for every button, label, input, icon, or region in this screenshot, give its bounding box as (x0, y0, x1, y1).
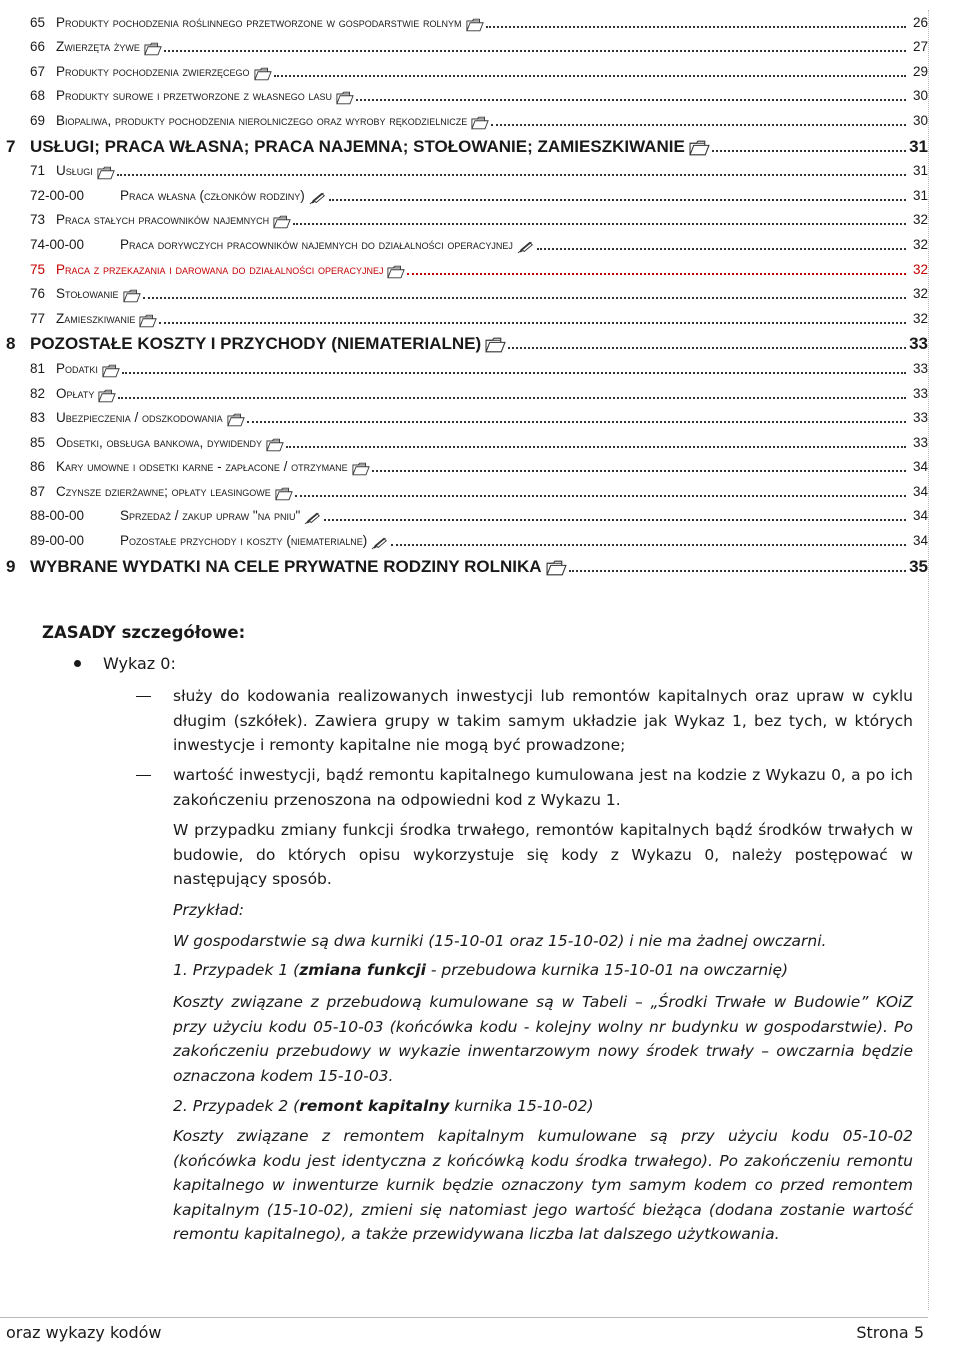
toc-number: 89-00-00 (30, 533, 85, 549)
toc-number: 87 (30, 483, 46, 499)
toc-page-number: 29 (912, 63, 928, 79)
example-label: Przykład: (173, 901, 245, 919)
toc-leader-dots (324, 518, 906, 521)
folder-icon (485, 337, 506, 353)
folder-icon (254, 67, 272, 81)
toc-row[interactable] (0, 403, 928, 428)
toc-number: 74-00-00 (30, 236, 85, 252)
folder-icon (227, 413, 245, 427)
toc-leader-dots (569, 569, 906, 572)
folder-icon (546, 560, 567, 576)
toc-number: 68 (30, 88, 46, 104)
toc-title: Biopaliwa, produkty pochodzenia nierolniczego oraz wyroby rękodzielnicze (56, 112, 468, 128)
toc-leader-dots (356, 98, 906, 101)
toc-row[interactable] (0, 7, 928, 32)
toc-page-number: 33 (912, 385, 928, 401)
toc-number: 7 (6, 136, 16, 156)
folder-icon (352, 462, 370, 476)
folder-icon (266, 438, 284, 452)
case-2-prefix: 2. Przypadek 2 ( (173, 1097, 300, 1115)
toc-row[interactable] (0, 303, 928, 328)
page-right-rule (928, 10, 929, 1310)
toc-title: Praca dorywczych pracowników najemnych do działalności operacyjnej (120, 236, 513, 252)
toc-leader-dots (491, 123, 906, 126)
toc-leader-dots (293, 222, 906, 225)
toc-title: Produkty pochodzenia zwierzęcego (56, 63, 250, 79)
case-2-suffix: kurnika 15-10-02) (449, 1097, 594, 1115)
toc-row[interactable] (0, 501, 928, 526)
toc-page-number: 31 (912, 163, 928, 179)
toc-number: 81 (30, 360, 46, 376)
pen-icon (517, 240, 535, 254)
toc-page-number: 35 (909, 556, 928, 576)
paragraph-item-1: służy do kodowania realizowanych inwestycji lub remontów kapitalnych oraz upraw w cyklu długim (szkółek). Zawiera grupy w takim samym układzie jak Wykaz 1, bez tych, w których inwestycje i remonty kapitalne nie mogą być prowadzone; (173, 687, 913, 755)
folder-icon (123, 289, 141, 303)
toc-number: 73 (30, 212, 46, 228)
toc-page-number: 32 (912, 286, 928, 302)
footer-rule (0, 1317, 928, 1318)
toc-page-number: 34 (912, 483, 928, 499)
toc-page-number: 30 (912, 112, 928, 128)
toc-number: 85 (30, 434, 46, 450)
toc-title: Produkty pochodzenia roślinnego przetworzone w gospodarstwie rolnym (56, 14, 462, 30)
toc-row[interactable] (0, 229, 928, 254)
toc-number: 66 (30, 39, 46, 55)
bullet-dot-icon (74, 660, 81, 667)
toc-leader-dots (274, 74, 906, 77)
toc-leader-dots (286, 445, 906, 448)
toc-row[interactable] (0, 130, 928, 156)
toc-title: USŁUGI; PRACA WŁASNA; PRACA NAJEMNA; STOŁOWANIE; ZAMIESZKIWANIE (30, 136, 685, 156)
toc-leader-dots (508, 346, 906, 349)
toc-title: Ubezpieczenia / odszkodowania (56, 410, 223, 426)
toc-number: 82 (30, 385, 46, 401)
toc-row[interactable] (0, 550, 928, 576)
footer-left: oraz wykazy kodów (6, 1323, 162, 1342)
toc-title: Stołowanie (56, 286, 119, 302)
toc-number: 72-00-00 (30, 187, 85, 203)
toc-number: 83 (30, 410, 46, 426)
toc-row[interactable] (0, 205, 928, 230)
case-1-heading (173, 958, 913, 983)
toc-title: Usługi (56, 163, 93, 179)
toc-number: 71 (30, 163, 46, 179)
toc-leader-dots (143, 296, 906, 299)
toc-title: Praca stałych pracowników najemnych (56, 212, 270, 228)
folder-icon (466, 18, 484, 32)
toc-page-number: 32 (912, 236, 928, 252)
folder-icon (98, 389, 116, 403)
toc-leader-dots (118, 396, 906, 399)
toc-leader-dots (122, 371, 906, 374)
toc-leader-dots (537, 247, 906, 250)
toc-title: Czynsze dzierżawne; opłaty leasingowe (56, 483, 271, 499)
toc-page-number: 32 (912, 310, 928, 326)
toc-number: 67 (30, 63, 46, 79)
toc-leader-dots (372, 469, 906, 472)
toc-leader-dots (159, 321, 906, 324)
toc-page-number: 32 (912, 212, 928, 228)
toc-page-number: 34 (912, 533, 928, 549)
bullet-label: Wykaz 0: (103, 654, 176, 673)
toc-number: 9 (6, 556, 16, 576)
toc-leader-dots (247, 420, 906, 423)
toc-page-number: 33 (912, 434, 928, 450)
table-of-contents (0, 7, 928, 576)
toc-page-number: 30 (912, 88, 928, 104)
section-heading: ZASADY szczegółowe: (42, 623, 246, 642)
pen-icon (309, 191, 327, 205)
case-1-bold: zmiana funkcji (299, 961, 426, 979)
toc-leader-dots (329, 198, 906, 201)
pen-icon (304, 511, 322, 525)
toc-page-number: 31 (909, 136, 928, 156)
folder-icon (102, 364, 120, 378)
bullet-item (74, 654, 176, 673)
folder-icon (275, 487, 293, 501)
toc-leader-dots (117, 173, 906, 176)
toc-number: 69 (30, 112, 46, 128)
case-2-bold: remont kapitalny (299, 1097, 450, 1115)
folder-icon (97, 166, 115, 180)
toc-title: Odsetki, obsługa bankowa, dywidendy (56, 434, 262, 450)
dash-marker-icon (136, 696, 151, 697)
toc-row[interactable] (0, 180, 928, 205)
folder-icon (144, 42, 162, 56)
toc-row[interactable] (0, 378, 928, 403)
toc-row[interactable] (0, 476, 928, 501)
toc-page-number: 34 (912, 459, 928, 475)
folder-icon (689, 140, 710, 156)
folder-icon (387, 265, 405, 279)
toc-row[interactable] (0, 328, 928, 354)
toc-page-number: 34 (912, 508, 928, 524)
toc-row[interactable] (0, 427, 928, 452)
paragraph-3: W przypadku zmiany funkcji środka trwałego, remontów kapitalnych bądź środków trwałych w budowie, do których opisu wykorzystuje się kody z Wykazu 0, należy postępować w następujący sposób. (173, 821, 913, 889)
toc-page-number: 33 (912, 410, 928, 426)
toc-leader-dots (295, 494, 906, 497)
folder-icon (273, 215, 291, 229)
toc-row[interactable] (0, 279, 928, 304)
toc-row[interactable] (0, 452, 928, 477)
case-1-text: Koszty związane z przebudową kumulowane są w Tabeli – „Środki Trwałe w Budowie” KOiZ przy użyciu kodu 05-10-03 (końcówka kodu - kolejny wolny nr budynku w gospodarstwie). Po zakończeniu przebudowy w wykazie inwentarzowym nowy środek trwały – owczarnia będzie oznaczona kodem 15-10-03. (173, 993, 913, 1085)
dash-marker-icon (136, 775, 151, 776)
toc-title: Opłaty (56, 385, 95, 401)
toc-leader-dots (164, 49, 906, 52)
toc-title: Kary umowne i odsetki karne - zapłacone / otrzymane (56, 459, 348, 475)
toc-number: 65 (30, 14, 46, 30)
toc-title: Praca z przekazania i darowana do działalności operacyjnej (56, 261, 384, 277)
toc-title: Praca własna (członków rodziny) (120, 187, 305, 203)
toc-leader-dots (486, 25, 906, 28)
toc-row[interactable] (0, 81, 928, 106)
folder-icon (139, 314, 157, 328)
toc-title: Produkty surowe i przetworzone z własnego lasu (56, 88, 333, 104)
toc-row[interactable] (0, 254, 928, 279)
toc-number: 88-00-00 (30, 508, 85, 524)
toc-title: WYBRANE WYDATKI NA CELE PRYWATNE RODZINY ROLNIKA (30, 556, 542, 576)
toc-leader-dots (391, 543, 906, 546)
toc-row[interactable] (0, 105, 928, 130)
toc-row[interactable] (0, 353, 928, 378)
toc-title: Zwierzęta żywe (56, 39, 140, 55)
pen-icon (371, 536, 389, 550)
folder-icon (471, 116, 489, 130)
toc-row[interactable] (0, 56, 928, 81)
toc-page-number: 26 (912, 14, 928, 30)
toc-leader-dots (407, 272, 906, 275)
toc-title: Podatki (56, 360, 98, 376)
toc-number: 8 (6, 334, 16, 354)
toc-row[interactable] (0, 156, 928, 181)
toc-number: 75 (30, 261, 46, 277)
toc-page-number: 33 (912, 360, 928, 376)
case-1-prefix: 1. Przypadek 1 ( (173, 961, 300, 979)
case-2-text: Koszty związane z remontem kapitalnym kumulowane są przy użyciu kodu 05-10-02 (końcówka kodu jest identyczna z końcówką kodu środka trwałego). Po zakończeniu remontu kapitalnego w inwenturze kurnik będzie oznaczony tym samym kodem co przed remontem kapitalnym (15-10-02), zmieni się natomiast jego wartość bieżąca (dodana zostanie wartość remontu kapitalnego), a także przewidywana liczba lat dalszego użytkowania. (173, 1127, 913, 1244)
toc-number: 86 (30, 459, 46, 475)
toc-leader-dots (712, 149, 906, 152)
toc-row[interactable] (0, 525, 928, 550)
toc-page-number: 27 (912, 39, 928, 55)
footer-page-number: Strona 5 (856, 1323, 924, 1342)
case-2-heading (173, 1094, 913, 1119)
toc-title: Pozostałe przychody i koszty (niematerialne) (120, 533, 368, 549)
toc-number: 76 (30, 286, 46, 302)
case-1-suffix: - przebudowa kurnika 15-10-01 na owczarnię) (425, 961, 789, 979)
toc-page-number: 32 (912, 261, 928, 277)
toc-row[interactable] (0, 32, 928, 57)
toc-number: 77 (30, 310, 46, 326)
paragraph-item-2: wartość inwestycji, bądź remontu kapitalnego kumulowana jest na kodzie z Wykazu 0, a po ich zakończeniu przenoszona na odpowiedni kod z Wykazu 1. (173, 766, 913, 809)
toc-page-number: 33 (909, 334, 928, 354)
toc-page-number: 31 (912, 187, 928, 203)
folder-icon (336, 91, 354, 105)
toc-title: POZOSTAŁE KOSZTY I PRZYCHODY (NIEMATERIALNE) (30, 334, 482, 354)
example-intro: W gospodarstwie są dwa kurniki (15-10-01 oraz 15-10-02) i nie ma żadnej owczarni. (173, 932, 827, 950)
toc-title: Sprzedaż / zakup upraw "na pniu" (120, 508, 301, 524)
toc-title: Zamieszkiwanie (56, 310, 136, 326)
